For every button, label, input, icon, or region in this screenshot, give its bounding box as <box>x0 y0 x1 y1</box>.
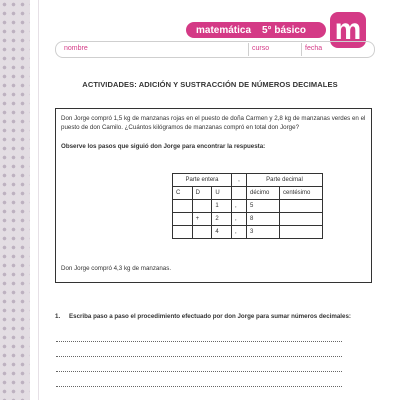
table-cell <box>192 200 212 213</box>
question-number: 1. <box>55 313 61 320</box>
integer-part-header: Parte entera <box>173 174 232 187</box>
table-cell <box>280 200 323 213</box>
answer-text: Don Jorge compró 4,3 kg de manzanas. <box>61 265 172 272</box>
table-cell <box>173 200 193 213</box>
comma-header: , <box>232 174 247 187</box>
question-1 <box>55 312 372 321</box>
name-field-label: nombre <box>64 45 88 52</box>
answer-line[interactable] <box>56 386 342 387</box>
date-field-label: fecha <box>305 45 323 52</box>
problem-statement: Don Jorge compró 1,5 kg de manzanas rojas en el puesto de doña Carmen y 2,8 kg de manzanas verdes en el puesto de don Camilo. ¿Cuántos kilógramos de manzanas compró en total don Jorge? <box>61 115 366 131</box>
page-title: ACTIVIDADES: ADICIÓN Y SUSTRACCIÓN DE NÚMEROS DECIMALES <box>82 80 338 89</box>
course-field-label: curso <box>252 45 270 52</box>
student-info-bar <box>55 41 375 58</box>
table-cell <box>280 226 323 239</box>
decorative-side-strip <box>0 0 30 400</box>
table-cell: 4 <box>212 226 232 239</box>
place-value-table <box>172 173 323 239</box>
table-cell <box>173 213 193 226</box>
table-cell: , <box>232 226 247 239</box>
logo: m <box>330 12 366 48</box>
table-cell <box>173 226 193 239</box>
decimal-part-header: Parte decimal <box>247 174 323 187</box>
problem-box <box>55 108 372 283</box>
table-cell: 3 <box>247 226 280 239</box>
column-header: C <box>173 187 193 200</box>
column-header: décimo <box>247 187 280 200</box>
table-cell: + <box>192 213 212 226</box>
margin-rule <box>38 0 39 400</box>
grade-label: 5° básico <box>262 24 307 36</box>
subject-badge <box>186 22 326 38</box>
column-header: centésimo <box>280 187 323 200</box>
column-header <box>232 187 247 200</box>
column-header: D <box>192 187 212 200</box>
answer-line[interactable] <box>56 371 342 372</box>
table-cell: 1 <box>212 200 232 213</box>
subject-label: matemática <box>196 24 252 36</box>
table-cell: 2 <box>212 213 232 226</box>
table-cell <box>280 213 323 226</box>
table-cell <box>192 226 212 239</box>
table-cell: 8 <box>247 213 280 226</box>
answer-line[interactable] <box>56 341 342 342</box>
instruction-text: Observe los pasos que siguió don Jorge para encontrar la respuesta: <box>61 143 266 150</box>
field-divider <box>301 43 302 56</box>
column-header: U <box>212 187 232 200</box>
table-cell: , <box>232 200 247 213</box>
table-cell: 5 <box>247 200 280 213</box>
answer-line[interactable] <box>56 356 342 357</box>
field-divider <box>248 43 249 56</box>
table-cell: , <box>232 213 247 226</box>
question-text: Escriba paso a paso el procedimiento efectuado por don Jorge para sumar números decimales: <box>69 313 351 320</box>
